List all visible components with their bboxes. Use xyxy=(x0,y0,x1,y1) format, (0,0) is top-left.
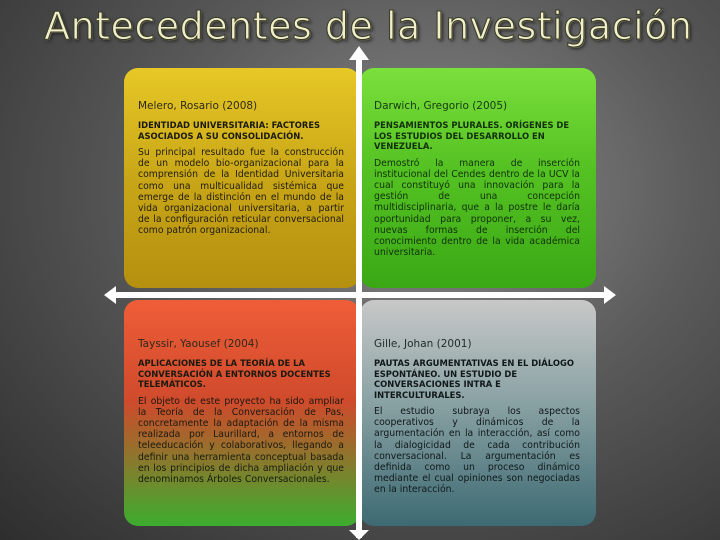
horizontal-axis xyxy=(114,292,606,298)
quadrant-melero xyxy=(124,68,360,288)
study-summary: Su principal resultado fue la construcción de un modelo bio-organizacional para la comprensión de la Identidad Universitaria como una multicualidad sistémica que emerge de la distinción en el mundo de la vida organizacional universitaria, a partir de la configuración reticular conversacional como patrón organizacional. xyxy=(138,147,344,237)
author-label: Darwich, Gregorio (2005) xyxy=(374,100,508,112)
arrow-down-icon xyxy=(349,530,369,540)
quadrant-darwich xyxy=(360,68,596,288)
arrow-up-icon xyxy=(349,46,369,60)
quadrant-gille xyxy=(360,300,596,526)
study-summary: Demostró la manera de inserción institucional del Cendes dentro de la UCV la cual constituyó una innovación para la gestión de una concepción multidisciplinaria, que a la postre le daría oportunidad para proponer, a su vez, nuevas formas de inserción del conocimiento dentro de la vida académica universitaria. xyxy=(374,157,580,259)
study-title: IDENTIDAD UNIVERSITARIA: FACTORES ASOCIADOS A SU CONSOLIDACIÓN. xyxy=(138,120,321,141)
vertical-axis xyxy=(356,58,362,538)
study-summary: El estudio subraya los aspectos cooperativos y dinámicos de la argumentación en la interacción, así como la dialogicidad de cada contribución conversacional. La argumentación es definida como un proceso dinámico mediante el cual opiniones son negociadas en la interacción. xyxy=(374,406,580,496)
arrow-left-icon xyxy=(104,286,116,304)
study-title: APLICACIONES DE LA TEORÍA DE LA CONVERSACIÓN A ENTORNOS DOCENTES TELEMÁTICOS. xyxy=(138,358,331,389)
author-label: Melero, Rosario (2008) xyxy=(138,100,258,112)
quadrant-tayssir xyxy=(124,300,360,526)
author-label: Gille, Johan (2001) xyxy=(374,338,472,350)
study-summary: El objeto de este proyecto ha sido ampliar la Teoría de la Conversación de Pas, concretamente la adaptación de la misma realizada por Laurillard, a entornos de teleeducación y colaborativos, llegando a definir una herramienta conceptual basada en los principios de dicha ampliación y que denominamos Árboles Conversacionales. xyxy=(138,395,344,485)
arrow-right-icon xyxy=(604,286,616,304)
study-title: PENSAMIENTOS PLURALES. ORÍGENES DE LOS ESTUDIOS DEL DESARROLLO EN VENEZUELA. xyxy=(374,120,570,151)
page-title: Antecedentes de la Investigación xyxy=(44,4,693,48)
study-title: PAUTAS ARGUMENTATIVAS EN EL DIÁLOGO ESPONTÁNEO. UN ESTUDIO DE CONVERSACIONES INTRA E INTERCULTURALES. xyxy=(374,358,574,400)
author-label: Tayssir, Yaousef (2004) xyxy=(138,338,259,350)
